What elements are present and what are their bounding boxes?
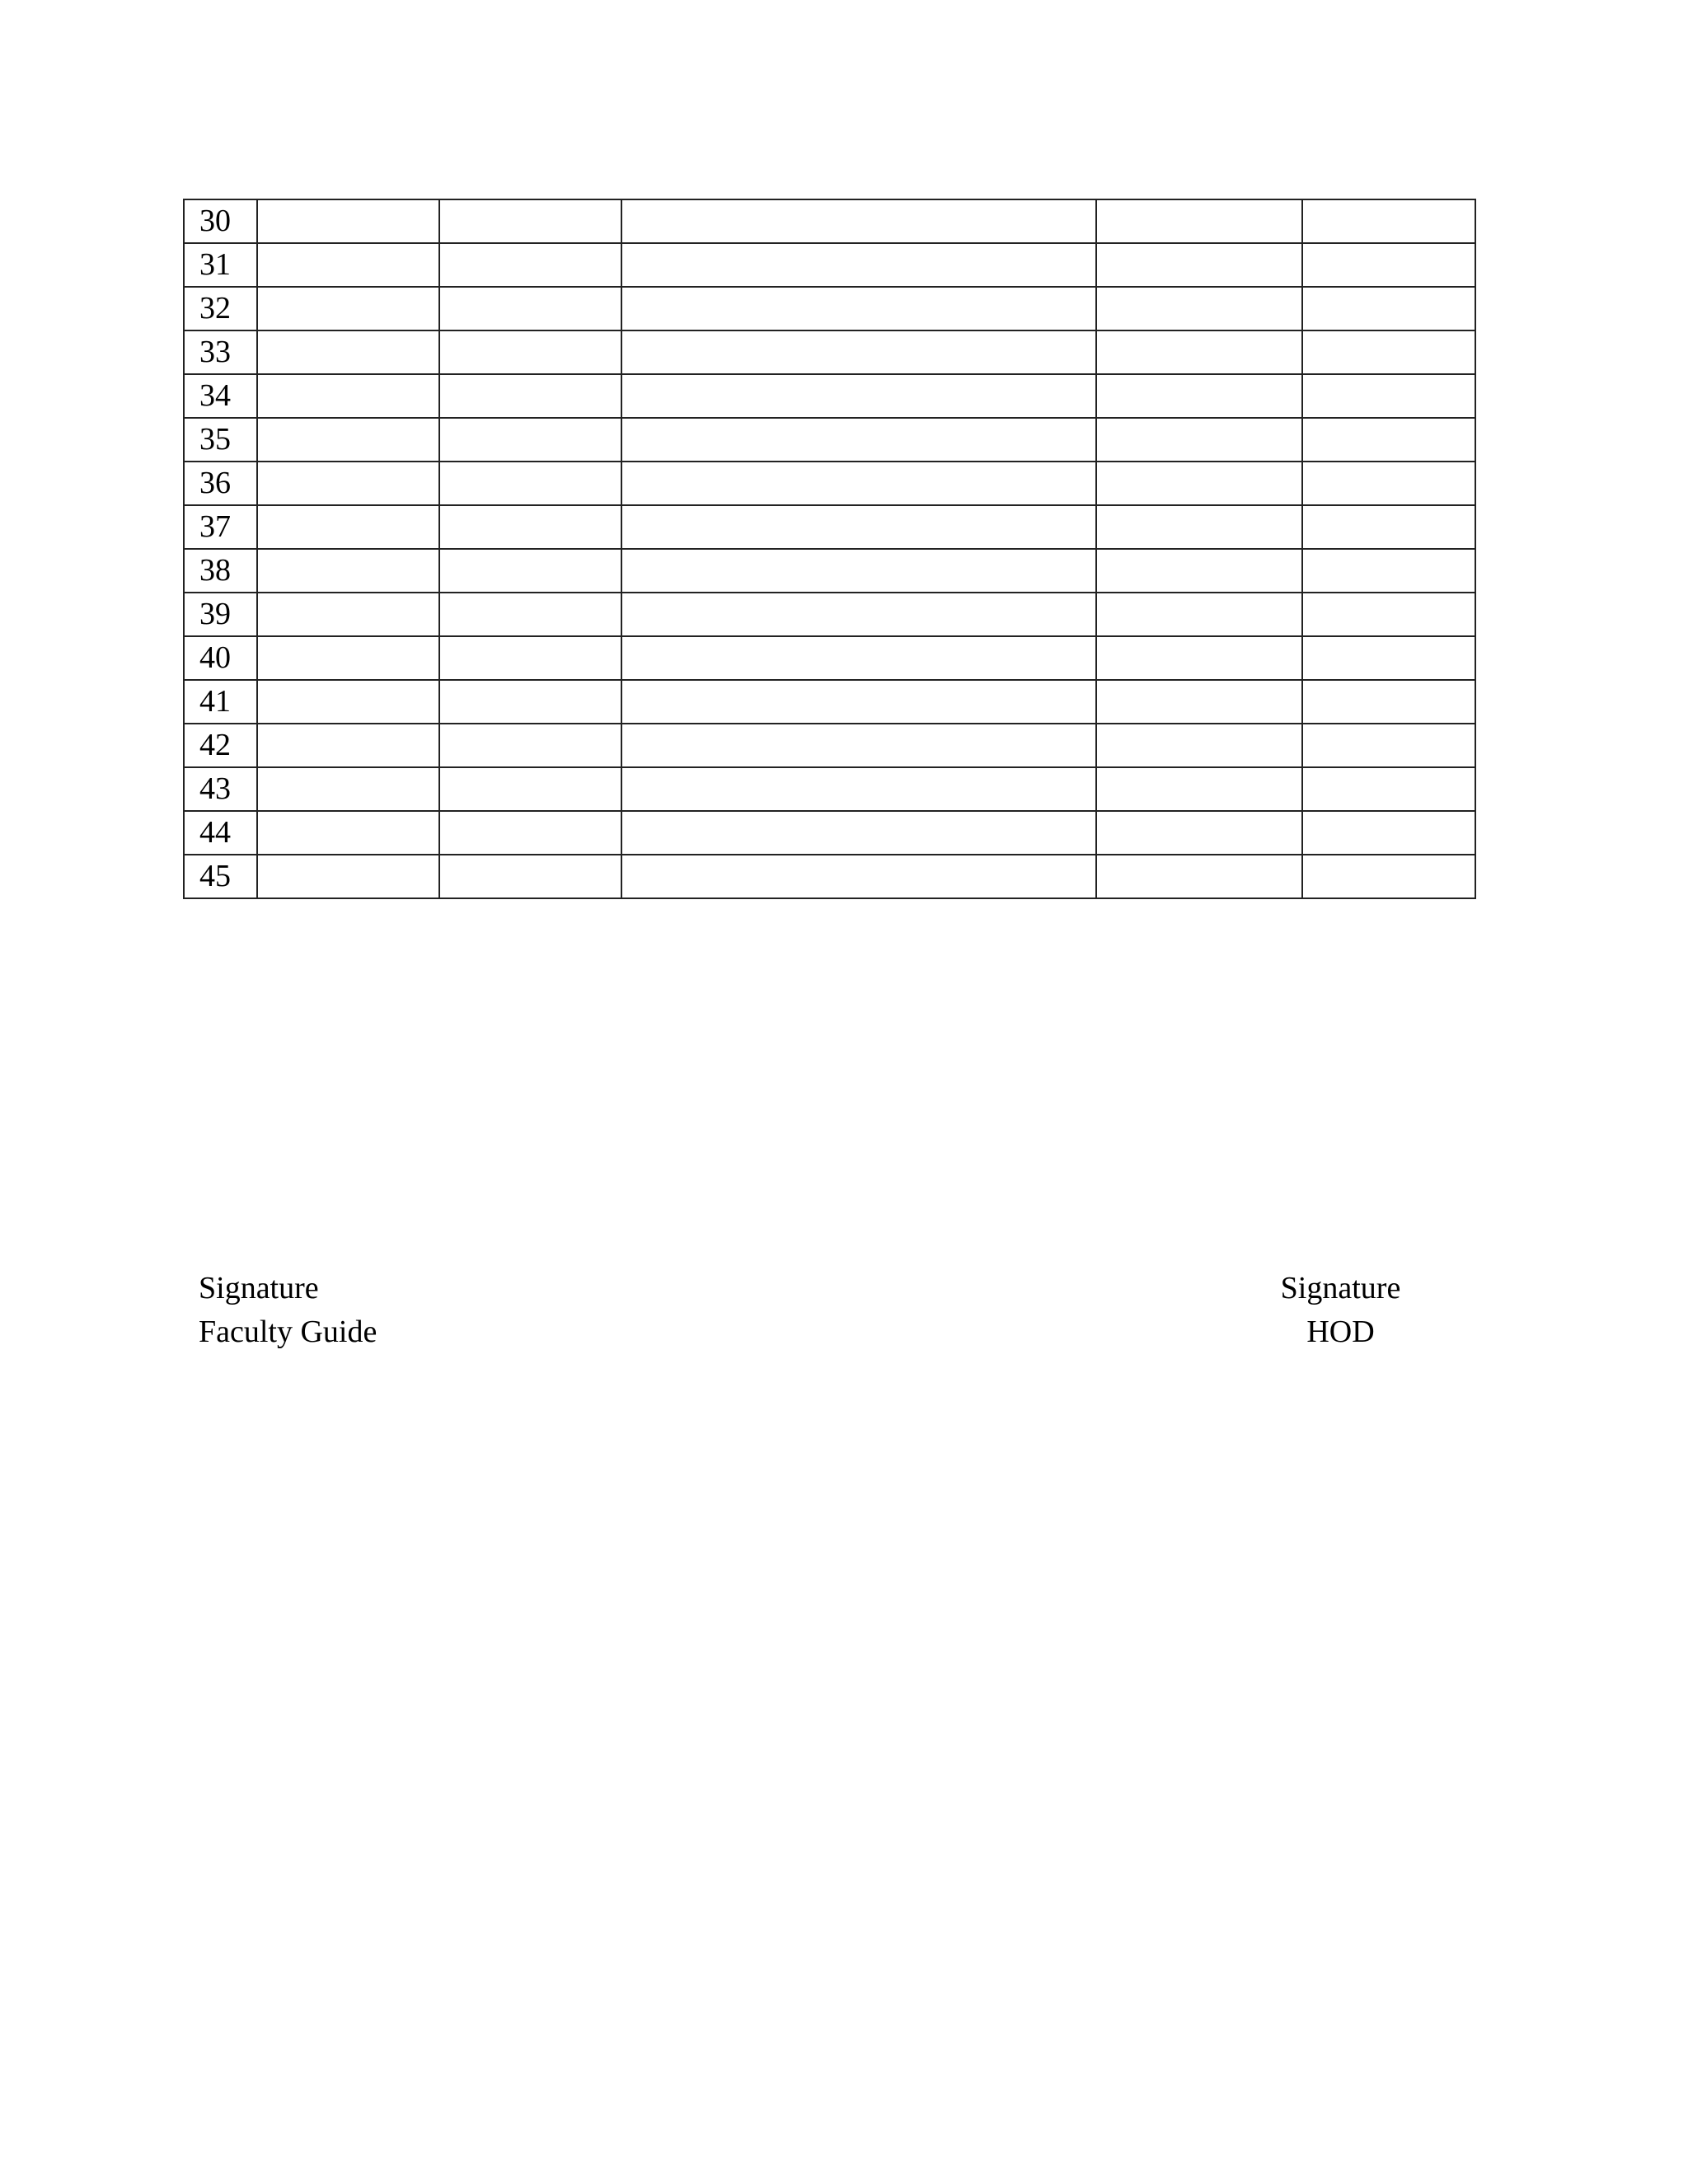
row-number-cell: 36 (184, 462, 257, 505)
empty-cell (1302, 505, 1475, 549)
row-number-cell: 38 (184, 549, 257, 593)
empty-cell (621, 287, 1096, 330)
faculty-guide-label: Faculty Guide (199, 1315, 377, 1349)
empty-cell (257, 636, 439, 680)
table-row (184, 243, 1475, 287)
empty-cell (1096, 243, 1302, 287)
empty-cell (257, 767, 439, 811)
row-number-cell: 41 (184, 680, 257, 724)
empty-cell (1096, 811, 1302, 855)
empty-cell (1096, 593, 1302, 636)
empty-cell (257, 199, 439, 243)
empty-cell (1096, 767, 1302, 811)
row-number-cell: 37 (184, 505, 257, 549)
row-number-cell: 39 (184, 593, 257, 636)
empty-cell (439, 330, 621, 374)
empty-cell (257, 593, 439, 636)
row-number-cell: 33 (184, 330, 257, 374)
table-row (184, 636, 1475, 680)
empty-cell (1302, 811, 1475, 855)
table-row (184, 593, 1475, 636)
faculty-guide-signature-block (199, 1267, 377, 1354)
empty-cell (1302, 593, 1475, 636)
table-row (184, 374, 1475, 418)
empty-cell (1302, 462, 1475, 505)
empty-cell (257, 287, 439, 330)
empty-cell (621, 636, 1096, 680)
empty-cell (257, 462, 439, 505)
empty-cell (439, 680, 621, 724)
empty-cell (257, 855, 439, 898)
row-number-cell: 45 (184, 855, 257, 898)
empty-cell (257, 549, 439, 593)
empty-cell (621, 680, 1096, 724)
empty-cell (1302, 855, 1475, 898)
empty-cell (1302, 549, 1475, 593)
empty-cell (439, 636, 621, 680)
empty-cell (439, 418, 621, 462)
table-row (184, 767, 1475, 811)
empty-cell (257, 680, 439, 724)
row-number-cell: 44 (184, 811, 257, 855)
empty-cell (621, 505, 1096, 549)
record-table-body (184, 199, 1475, 898)
empty-cell (1096, 549, 1302, 593)
table-row (184, 811, 1475, 855)
row-number-cell: 43 (184, 767, 257, 811)
empty-cell (621, 767, 1096, 811)
empty-cell (439, 724, 621, 767)
empty-cell (439, 549, 621, 593)
row-number-cell: 31 (184, 243, 257, 287)
empty-cell (621, 374, 1096, 418)
empty-cell (1096, 418, 1302, 462)
hod-label: HOD (1306, 1315, 1375, 1349)
table-row (184, 418, 1475, 462)
table-row (184, 199, 1475, 243)
row-number-cell: 34 (184, 374, 257, 418)
table-row (184, 855, 1475, 898)
empty-cell (439, 374, 621, 418)
empty-cell (1302, 243, 1475, 287)
table-row (184, 462, 1475, 505)
empty-cell (621, 199, 1096, 243)
empty-cell (439, 593, 621, 636)
empty-cell (439, 243, 621, 287)
empty-cell (439, 199, 621, 243)
table-row (184, 505, 1475, 549)
empty-cell (257, 243, 439, 287)
empty-cell (439, 462, 621, 505)
empty-cell (1096, 505, 1302, 549)
empty-cell (1096, 330, 1302, 374)
empty-cell (439, 287, 621, 330)
hod-signature-label: Signature (1280, 1271, 1401, 1305)
empty-cell (621, 593, 1096, 636)
empty-cell (621, 549, 1096, 593)
empty-cell (1096, 374, 1302, 418)
table-row (184, 287, 1475, 330)
empty-cell (621, 811, 1096, 855)
row-number-cell: 32 (184, 287, 257, 330)
empty-cell (1302, 287, 1475, 330)
empty-cell (1302, 374, 1475, 418)
empty-cell (439, 767, 621, 811)
empty-cell (1096, 462, 1302, 505)
empty-cell (1096, 724, 1302, 767)
table-row (184, 330, 1475, 374)
empty-cell (1302, 636, 1475, 680)
empty-cell (1096, 855, 1302, 898)
hod-signature-block (1277, 1267, 1404, 1354)
empty-cell (621, 330, 1096, 374)
empty-cell (621, 462, 1096, 505)
empty-cell (1096, 680, 1302, 724)
empty-cell (1302, 418, 1475, 462)
table-row (184, 724, 1475, 767)
empty-cell (257, 418, 439, 462)
empty-cell (1096, 287, 1302, 330)
empty-cell (1302, 199, 1475, 243)
empty-cell (621, 724, 1096, 767)
empty-cell (257, 330, 439, 374)
row-number-cell: 35 (184, 418, 257, 462)
empty-cell (1302, 330, 1475, 374)
row-number-cell: 40 (184, 636, 257, 680)
table-row (184, 680, 1475, 724)
row-number-cell: 42 (184, 724, 257, 767)
empty-cell (1096, 199, 1302, 243)
empty-cell (621, 243, 1096, 287)
empty-cell (1302, 767, 1475, 811)
empty-cell (257, 374, 439, 418)
empty-cell (257, 724, 439, 767)
empty-cell (439, 811, 621, 855)
faculty-signature-label: Signature (199, 1271, 319, 1305)
row-number-cell: 30 (184, 199, 257, 243)
empty-cell (1096, 636, 1302, 680)
empty-cell (1302, 680, 1475, 724)
table-row (184, 549, 1475, 593)
empty-cell (621, 418, 1096, 462)
empty-cell (439, 505, 621, 549)
record-table (183, 199, 1476, 899)
empty-cell (1302, 724, 1475, 767)
empty-cell (621, 855, 1096, 898)
empty-cell (439, 855, 621, 898)
empty-cell (257, 811, 439, 855)
empty-cell (257, 505, 439, 549)
